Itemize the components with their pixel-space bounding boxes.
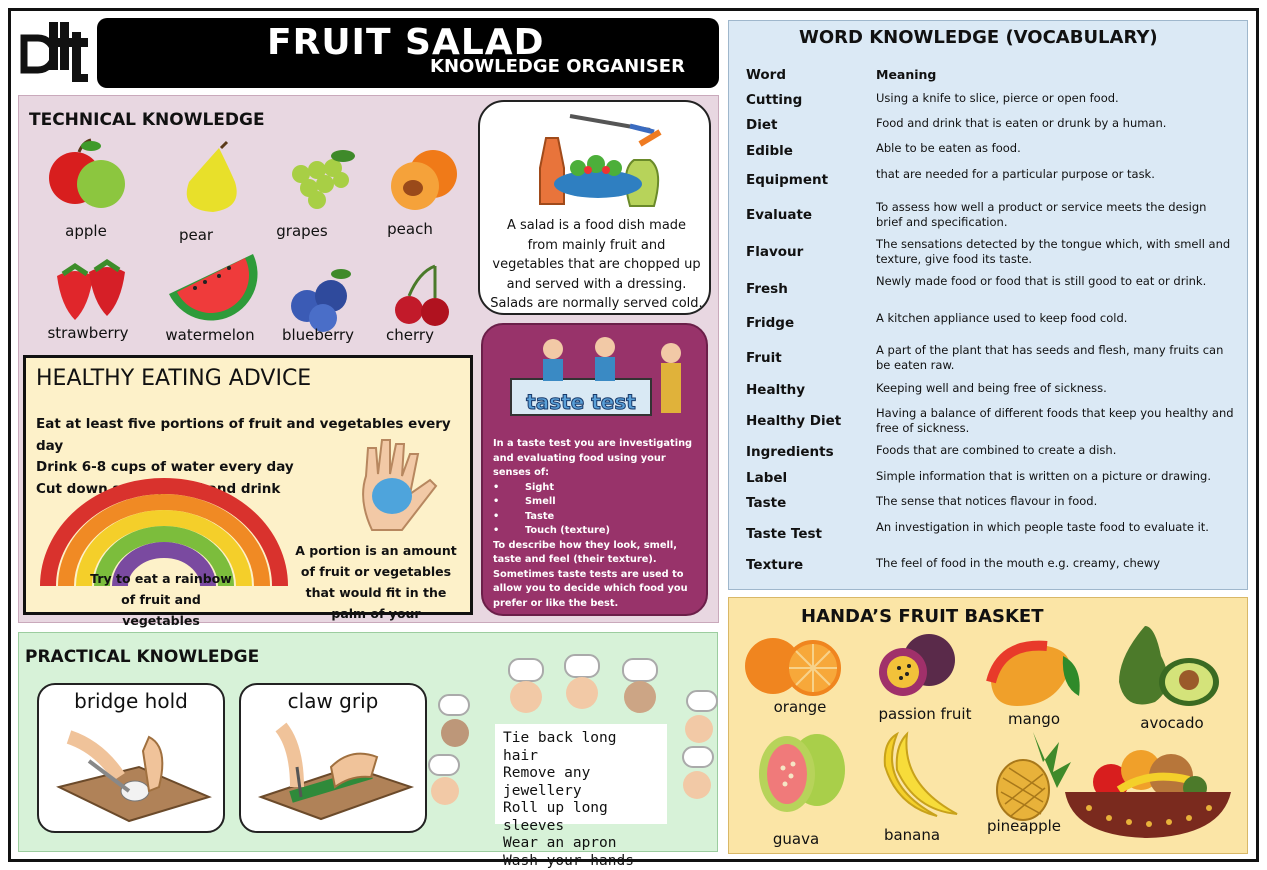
advice-line: Cut down sugary food and drink [36,480,281,497]
vocab-word: Fruit [746,350,782,366]
fruit-label-banana: banana [883,826,941,844]
palm-hand-icon [342,430,452,540]
claw-grip-label: claw grip [287,689,379,713]
practical-title: PRACTICAL KNOWLEDGE [25,647,260,667]
advice-line: Eat at least five portions of fruit and vegetables every day [36,416,451,454]
vocab-meaning: The sensations detected by the tongue which, with smell and texture, give food its taste. [876,237,1231,266]
cherry-icon [375,260,471,336]
healthy-eating-panel [23,355,473,628]
vocab-meaning: An investigation in which people taste food to evaluate it. [876,520,1209,534]
bridge-hold-label: bridge hold [74,689,188,713]
vocab-meaning: A kitchen appliance used to keep food cold. [876,311,1128,325]
fruit-label-watermelon: watermelon [165,326,255,344]
orange-icon [739,628,849,698]
hygiene-rule: Remove any jewellery [503,765,591,799]
fruit-label-grapes: grapes [276,222,328,240]
hygiene-rule: Wash your hands [503,852,634,869]
bridge-hold-icon [49,717,215,827]
fruit-label-passion-fruit: passion fruit [878,705,972,723]
title-bar [97,18,719,88]
vocab-meaning: To assess how well a product or service meets the design brief and specification. [876,200,1207,229]
fruit-label-pineapple: pineapple [986,817,1062,835]
vocab-word: Evaluate [746,207,813,223]
hygiene-rules [495,724,667,869]
advice-line: Drink 6-8 cups of water every day [36,459,294,475]
peach-icon [375,140,471,216]
pear-icon [163,140,259,216]
senses-list [493,481,703,539]
salad-definition-box [478,100,711,315]
vocab-meaning: Keeping well and being free of sickness. [876,381,1107,395]
vocabulary-title: WORD KNOWLEDGE (VOCABULARY) [799,27,1158,48]
fruit-label-guava: guava [772,830,820,848]
rainbow-text: Try to eat a rainbow of fruit and vegetables [90,571,232,628]
taste-test-panel [481,323,708,616]
handas-fruit-basket-panel [728,597,1248,854]
apple-icon [39,136,135,212]
mango-icon [983,634,1093,714]
fruit-label-apple: apple [65,222,107,240]
taste-test-banner: taste test [526,390,636,414]
vocab-word: Fresh [746,281,788,297]
vocab-meaning: Able to be eaten as food. [876,141,1021,155]
fruit-label-mango: mango [1007,710,1060,728]
vocab-word: Edible [746,143,793,159]
vocab-word: Healthy [746,382,806,398]
fruit-label-orange: orange [773,698,827,716]
vocab-meaning: Simple information that is written on a picture or drawing. [876,469,1212,483]
page-title: FRUIT SALAD [267,22,545,63]
vocab-word: Taste [746,495,787,511]
watermelon-icon [163,246,259,322]
technical-title: TECHNICAL KNOWLEDGE [29,110,265,130]
claw-grip-icon [251,717,417,827]
guava-icon [751,724,861,824]
healthy-eating-title: HEALTHY EATING ADVICE [36,366,312,391]
vocab-meaning: The sense that notices flavour in food. [876,494,1098,508]
vocab-word: Diet [746,117,778,133]
vocab-word: Healthy Diet [746,413,842,429]
salad-description: A salad is a food dish made from mainly fruit and vegetables that are chopped up and served with a dressing. Salads are normally served cold. [490,218,703,311]
banana-icon [867,726,967,822]
hygiene-rule: Wear an apron [503,835,617,851]
portion-text: A portion is an amount of fruit or vegetables that would fit in the palm of your [295,543,457,621]
hygiene-rule: Tie back long hair [503,730,617,764]
vocab-word: Label [746,470,788,486]
vocab-word: Fridge [746,315,795,331]
column-header-word: Word [746,67,787,83]
fruit-label-cherry: cherry [386,326,434,344]
vocab-meaning: Food and drink that is eaten or drunk by a human. [876,116,1167,130]
taste-test-text [493,437,703,611]
vocab-meaning: The feel of food in the mouth e.g. creamy, chewy [876,556,1161,570]
vocab-meaning: Newly made food or food that is still good to eat or drink. [876,274,1207,288]
taste-test-intro: In a taste test you are investigating and evaluating food using your senses of: [493,438,693,478]
vocab-meaning: Foods that are combined to create a dish. [876,443,1117,457]
fruit-label-avocado: avocado [1140,714,1204,732]
dt-logo [20,20,92,88]
vocab-word: Flavour [746,244,804,260]
grapes-icon [271,144,367,220]
vocab-meaning: that are needed for a particular purpose or task. [876,167,1155,181]
strawberry-icon [43,256,139,332]
blueberry-icon [275,260,371,336]
bridge-hold-card [37,683,225,833]
vocab-meaning: Using a knife to slice, pierce or open food. [876,91,1119,105]
hygiene-rule: Roll up long sleeves [503,800,608,834]
list-item: • Sight [493,481,555,493]
vocab-word: Equipment [746,172,829,188]
list-item: • Smell [493,496,556,507]
taste-test-sometimes: Sometimes taste tests are used to allow you to decide which food you prefer or like the best. [493,568,688,609]
vocab-word: Taste Test [746,526,822,542]
vocab-word: Cutting [746,92,803,108]
column-header-meaning: Meaning [876,67,937,82]
passion-fruit-icon [869,630,969,700]
salad-illustration-icon [510,108,685,212]
vocab-meaning: A part of the plant that has seeds and flesh, many fruits can be eaten raw. [876,343,1224,372]
list-item: • Touch (texture) [493,525,611,536]
vocabulary-panel [728,20,1248,590]
vocab-meaning: Having a balance of different foods that keep you healthy and free of sickness. [876,406,1234,435]
page-subtitle: KNOWLEDGE ORGANISER [430,56,685,77]
fruit-label-blueberry: blueberry [281,326,355,344]
vocab-word: Ingredients [746,444,834,460]
claw-grip-card [239,683,427,833]
taste-test-illustration-icon [501,329,691,433]
list-item: • Taste [493,510,555,522]
fruit-label-pear: pear [178,226,214,244]
fruit-label-peach: peach [387,220,433,238]
fruit-label-strawberry: strawberry [47,324,129,342]
handa-title: HANDA’S FRUIT BASKET [801,606,1044,627]
taste-test-describe: To describe how they look, smell, taste and feel (their texture). [493,539,677,565]
vocab-word: Texture [746,557,804,573]
avocado-icon [1115,616,1225,712]
